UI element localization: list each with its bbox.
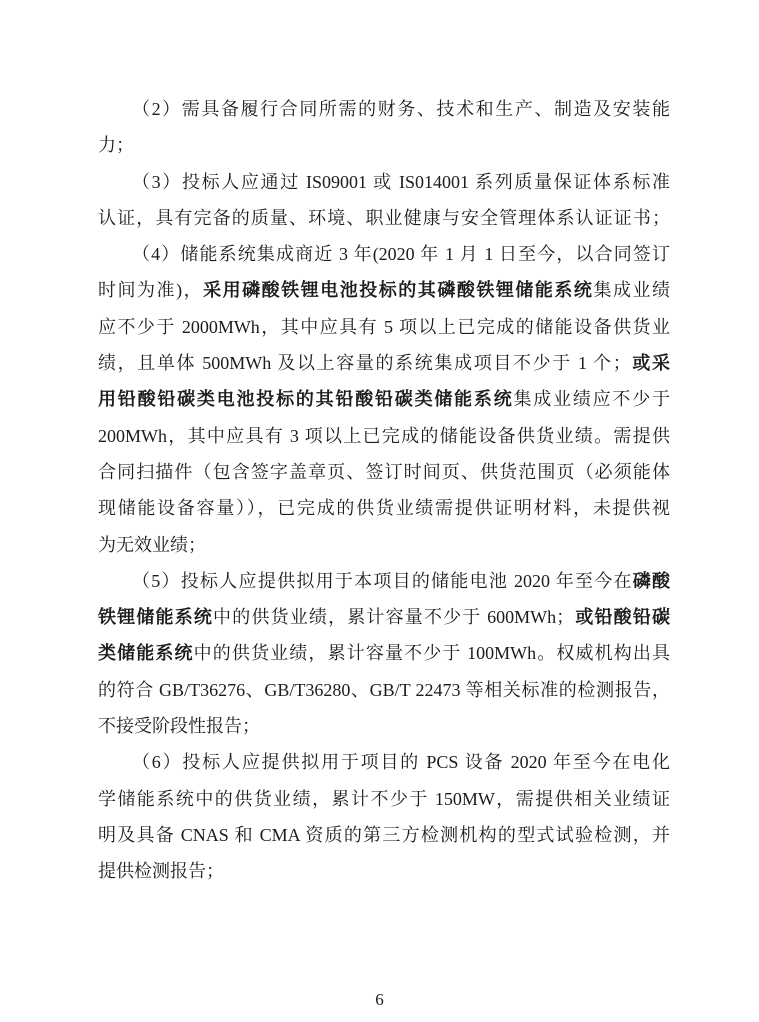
text-run: 应不少于 2000MWh，其中应具有 5 项以上已完成的储能设备供货业: [98, 316, 670, 337]
text-line: [98, 418, 670, 454]
text-run: 中的供货业绩，累计容量不少于 100MWh。权威机构出具: [193, 643, 670, 664]
text-run: 集成业绩应不少于: [513, 389, 670, 410]
text-line: [98, 781, 670, 817]
text-line: [98, 708, 670, 744]
text-run: 明及具备 CNAS 和 CMA 资质的第三方检测机构的型式试验检测，并: [98, 824, 670, 845]
bold-text-run: 用铅酸铅碳类电池投标的其铅酸铅碳类储能系统: [98, 389, 514, 410]
text-run: 合同扫描件（包含签字盖章页、签订时间页、供货范围页（必须能体: [98, 461, 670, 482]
text-line: [98, 200, 670, 236]
text-run: 的符合 GB/T36276、GB/T36280、GB/T 22473 等相关标准的检测报告，: [98, 679, 670, 700]
document-body: [98, 91, 670, 890]
bold-text-run: 采用磷酸铁锂电池投标的其磷酸铁锂储能系统: [203, 280, 594, 301]
text-run: 中的供货业绩，累计容量不少于 600MWh；: [213, 607, 575, 628]
text-line: [98, 744, 670, 780]
text-run: 200MWh，其中应具有 3 项以上已完成的储能设备供货业绩。需提供: [98, 425, 670, 446]
bold-text-run: 类储能系统: [98, 643, 194, 664]
page-number: 6: [375, 990, 384, 1009]
text-line: [98, 527, 670, 563]
text-run: （6）投标人应提供拟用于项目的 PCS 设备 2020 年至今在电化: [132, 752, 670, 773]
text-run: 不接受阶段性报告；: [98, 716, 260, 737]
text-line: [98, 272, 670, 308]
text-run: 认证，具有完备的质量、环境、职业健康与安全管理体系认证证书；: [98, 207, 670, 228]
text-run: （2）需具备履行合同所需的财务、技术和生产、制造及安装能: [132, 99, 670, 119]
bold-text-run: 铁锂储能系统: [98, 607, 214, 628]
text-run: （5）投标人应提供拟用于本项目的储能电池 2020 年至今在: [132, 570, 633, 591]
text-line: [98, 672, 670, 708]
text-run: 绩，且单体 500MWh 及以上容量的系统集成项目不少于 1 个；: [98, 353, 631, 374]
text-line: [98, 635, 670, 671]
bold-text-run: 或采: [630, 353, 670, 374]
text-run: 集成业绩: [593, 280, 670, 301]
text-line: [98, 490, 670, 526]
text-line: [98, 563, 670, 599]
text-line: [98, 454, 670, 490]
text-line: [98, 91, 670, 127]
text-run: 学储能系统中的供货业绩，累计不少于 150MW，需提供相关业绩证: [98, 788, 670, 809]
text-line: [98, 599, 670, 635]
text-line: [98, 381, 670, 417]
text-line: [98, 853, 670, 889]
bold-text-run: 或铅酸铅碳: [574, 607, 670, 628]
text-run: 现储能设备容量）），已完成的供货业绩需提供证明材料，未提供视: [98, 498, 670, 519]
text-line: [98, 345, 670, 381]
text-run: 为无效业绩；: [98, 534, 206, 555]
text-run: 提供检测报告；: [98, 861, 224, 882]
bold-text-run: 磷酸: [632, 570, 670, 591]
text-line: [98, 309, 670, 345]
text-line: [98, 127, 670, 163]
text-run: （3）投标人应通过 IS09001 或 IS014001 系列质量保证体系标准: [132, 171, 670, 192]
text-line: [98, 236, 670, 272]
text-run: 力；: [98, 135, 134, 156]
text-line: [98, 817, 670, 853]
text-run: 时间为准)，: [98, 280, 204, 301]
text-run: （4）储能系统集成商近 3 年(2020 年 1 月 1 日至今，以合同签订: [132, 244, 670, 265]
text-line: [98, 164, 670, 200]
